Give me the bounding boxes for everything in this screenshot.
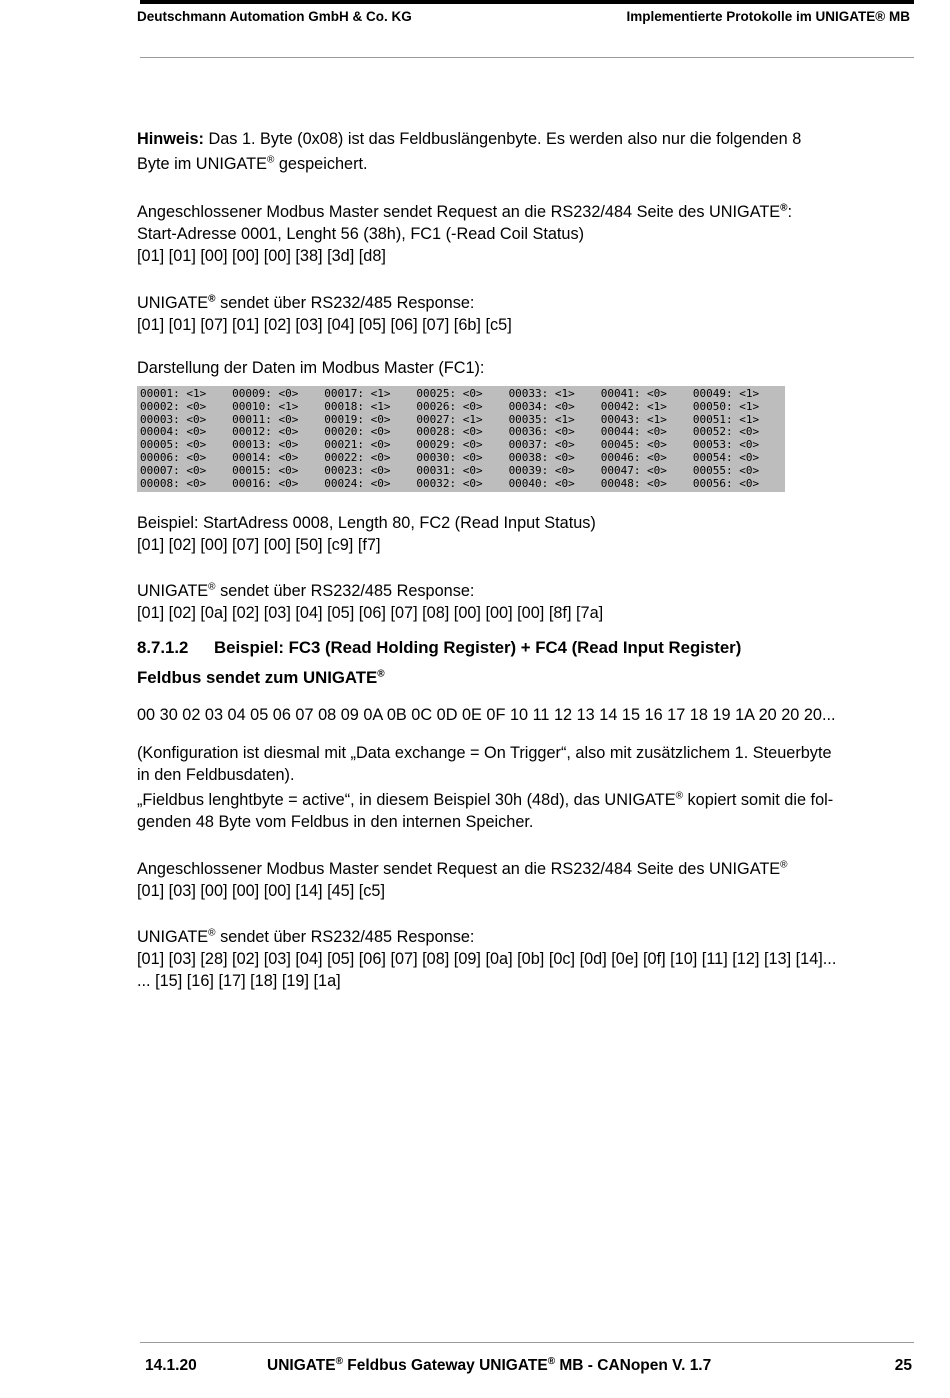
request2-text: Angeschlossener Modbus Master sendet Request an die RS232/484 Seite des UNIGATE: [137, 860, 781, 878]
subheading-text: Feldbus sendet zum UNIGATE: [137, 668, 378, 687]
coil-cell: 00002: <0>: [140, 399, 207, 413]
coil-cell: 00028: <0>: [416, 425, 483, 439]
header-rule: [140, 57, 914, 58]
coil-column: [601, 388, 693, 492]
response2-bytes: [01] [02] [0a] [02] [03] [04] [05] [06] [07] [08] [00] [00] [00] [8f] [7a]: [137, 604, 604, 622]
request1-colon: :: [787, 203, 793, 221]
coil-cell: 00053: <0>: [692, 438, 760, 452]
hinweis-text-2a: Byte im UNIGATE: [137, 155, 267, 173]
coil-cell: 00047: <0>: [600, 463, 667, 477]
coil-cell: 00042: <1>: [600, 399, 667, 413]
feldbus-data: 00 30 02 03 04 05 06 07 08 09 0A 0B 0C 0D 0E 0F 10 11 12 13 14 15 16 17 18 19 1A 20 20 20...: [137, 706, 836, 724]
footer-document-title: [267, 1357, 711, 1375]
registered-mark: ®: [208, 293, 216, 305]
coil-cell: 00027: <1>: [416, 412, 483, 426]
coil-cell: 00019: <0>: [324, 412, 391, 426]
coil-cell: 00007: <0>: [140, 463, 207, 477]
response2-line1: [137, 580, 908, 602]
coil-column: [324, 388, 416, 492]
footer-title-b: Feldbus Gateway UNIGATE: [342, 1357, 548, 1374]
request2-bytes: [01] [03] [00] [00] [00] [14] [45] [c5]: [137, 882, 386, 900]
feldbus-subheading: [137, 667, 908, 689]
hinweis-line1: [137, 128, 908, 150]
registered-mark: ®: [208, 581, 216, 593]
coil-cell: 00005: <0>: [140, 438, 207, 452]
registered-mark: ®: [208, 927, 216, 939]
section-heading: [137, 637, 908, 659]
konfiguration-line2: in den Feldbusdaten).: [137, 766, 295, 784]
response1-line1: [137, 292, 908, 314]
darstellung-caption: Darstellung der Daten im Modbus Master (FC1):: [137, 359, 485, 377]
coil-cell: 00024: <0>: [324, 476, 391, 490]
coil-cell: 00041: <0>: [600, 387, 667, 400]
fieldbus-note-text-a: „Fieldbus lenghtbyte = active“, in diesem Beispiel 30h (48d), das UNIGATE: [137, 791, 676, 809]
response3-line1: [137, 926, 908, 948]
coil-cell: 00048: <0>: [600, 476, 667, 490]
coil-cell: 00032: <0>: [416, 476, 483, 490]
coil-cell: 00013: <0>: [232, 438, 299, 452]
footer-page-number: 25: [894, 1357, 912, 1374]
konfiguration-line1: (Konfiguration ist diesmal mit „Data exchange = On Trigger“, also mit zusätzlichem 1. Steuerbyte: [137, 744, 832, 762]
coil-cell: 00035: <1>: [508, 412, 575, 426]
response3-text-b: sendet über RS232/485 Response:: [215, 928, 475, 946]
coil-cell: 00050: <1>: [692, 399, 760, 413]
coil-cell: 00046: <0>: [600, 450, 667, 464]
page-content: [137, 128, 908, 992]
coil-cell: 00056: <0>: [692, 476, 760, 490]
footer-title-a: UNIGATE: [267, 1357, 336, 1374]
registered-mark: ®: [335, 1355, 343, 1367]
coil-cell: 00039: <0>: [508, 463, 575, 477]
coil-cell: 00036: <0>: [508, 425, 575, 439]
coil-cell: 00040: <0>: [508, 476, 575, 490]
coil-cell: 00001: <1>: [140, 387, 207, 400]
beispiel-bytes: [01] [02] [00] [07] [00] [50] [c9] [f7]: [137, 536, 381, 554]
coil-cell: 00049: <1>: [692, 387, 760, 400]
hinweis-label: Hinweis:: [137, 130, 204, 148]
coil-cell: 00018: <1>: [324, 399, 391, 413]
coil-column: [140, 388, 232, 492]
registered-mark: ®: [675, 790, 683, 802]
registered-mark: ®: [780, 202, 788, 214]
coil-cell: 00026: <0>: [416, 399, 483, 413]
response1-text-b: sendet über RS232/485 Response:: [215, 294, 475, 312]
response1-text-a: UNIGATE: [137, 294, 209, 312]
section-number: 8.7.1.2: [137, 638, 189, 657]
coil-cell: 00006: <0>: [140, 450, 207, 464]
coil-cell: 00022: <0>: [324, 450, 391, 464]
response2-text-a: UNIGATE: [137, 582, 209, 600]
hinweis-text: Das 1. Byte (0x08) ist das Feldbuslängenbyte. Es werden also nur die folgenden 8: [203, 130, 802, 148]
coil-cell: 00023: <0>: [324, 463, 391, 477]
coil-cell: 00031: <0>: [416, 463, 483, 477]
response2-text-b: sendet über RS232/485 Response:: [215, 582, 475, 600]
request1-line1: [137, 201, 908, 223]
fieldbus-note-line2: genden 48 Byte vom Feldbus in den internen Speicher.: [137, 813, 534, 831]
coil-cell: 00037: <0>: [508, 438, 575, 452]
request1-line2: Start-Adresse 0001, Lenght 56 (38h), FC1 (-Read Coil Status): [137, 225, 585, 243]
coil-cell: 00044: <0>: [600, 425, 667, 439]
coil-cell: 00014: <0>: [232, 450, 299, 464]
header-company: Deutschmann Automation GmbH & Co. KG: [137, 9, 412, 24]
coil-cell: 00009: <0>: [232, 387, 299, 400]
coil-cell: 00011: <0>: [232, 412, 299, 426]
registered-mark: ®: [547, 1355, 556, 1367]
request2-line1: [137, 858, 908, 880]
coil-cell: 00020: <0>: [324, 425, 391, 439]
registered-mark: ®: [780, 859, 788, 871]
coil-cell: 00008: <0>: [140, 476, 207, 490]
coil-column: [416, 388, 508, 492]
fieldbus-note-line1: [137, 789, 908, 811]
request1-bytes: [01] [01] [00] [00] [00] [38] [3d] [d8]: [137, 247, 386, 265]
coil-cell: 00015: <0>: [232, 463, 299, 477]
hinweis-text-2b: gespeichert.: [274, 155, 368, 173]
coil-cell: 00045: <0>: [600, 438, 667, 452]
response3-bytes-1: [01] [03] [28] [02] [03] [04] [05] [06] [07] [08] [09] [0a] [0b] [0c] [0d] [0e] [0f] [10] [11] [12] [13] [14]...: [137, 950, 837, 968]
footer-title-c: MB - CANopen V. 1.7: [555, 1357, 712, 1374]
coil-cell: 00021: <0>: [324, 438, 391, 452]
response3-bytes-2: ... [15] [16] [17] [18] [19] [1a]: [137, 972, 341, 990]
coil-cell: 00043: <1>: [600, 412, 667, 426]
registered-mark: ®: [266, 154, 275, 166]
coil-column: [232, 388, 324, 492]
footer-rule: [140, 1342, 914, 1343]
coil-cell: 00025: <0>: [416, 387, 483, 400]
coil-cell: 00054: <0>: [692, 450, 760, 464]
coil-status-table: [137, 386, 785, 492]
footer-date: 14.1.20: [145, 1357, 197, 1374]
request1-text: Angeschlossener Modbus Master sendet Request an die RS232/484 Seite des UNIGATE: [137, 203, 781, 221]
coil-column: [509, 388, 601, 492]
coil-cell: 00003: <0>: [140, 412, 207, 426]
registered-mark: ®: [377, 668, 385, 680]
coil-cell: 00004: <0>: [140, 425, 207, 439]
coil-cell: 00016: <0>: [232, 476, 299, 490]
coil-cell: 00055: <0>: [692, 463, 760, 477]
coil-cell: 00017: <1>: [324, 387, 391, 400]
header-chapter: Implementierte Protokolle im UNIGATE® MB: [626, 9, 910, 24]
coil-cell: 00034: <0>: [508, 399, 575, 413]
coil-cell: 00010: <1>: [232, 399, 299, 413]
header-top-bar: [140, 0, 914, 4]
coil-cell: 00051: <1>: [692, 412, 760, 426]
response3-text-a: UNIGATE: [137, 928, 209, 946]
coil-column: [693, 388, 785, 492]
coil-cell: 00033: <1>: [508, 387, 575, 400]
coil-cell: 00029: <0>: [416, 438, 483, 452]
coil-cell: 00038: <0>: [508, 450, 575, 464]
beispiel-line1: Beispiel: StartAdress 0008, Length 80, FC2 (Read Input Status): [137, 514, 596, 532]
response1-bytes: [01] [01] [07] [01] [02] [03] [04] [05] [06] [07] [6b] [c5]: [137, 316, 512, 334]
fieldbus-note-text-b: kopiert somit die fol-: [682, 791, 834, 809]
section-title: Beispiel: FC3 (Read Holding Register) + FC4 (Read Input Register): [214, 638, 742, 657]
coil-cell: 00052: <0>: [692, 425, 760, 439]
hinweis-line2: [137, 153, 908, 175]
coil-cell: 00012: <0>: [232, 425, 299, 439]
coil-cell: 00030: <0>: [416, 450, 483, 464]
